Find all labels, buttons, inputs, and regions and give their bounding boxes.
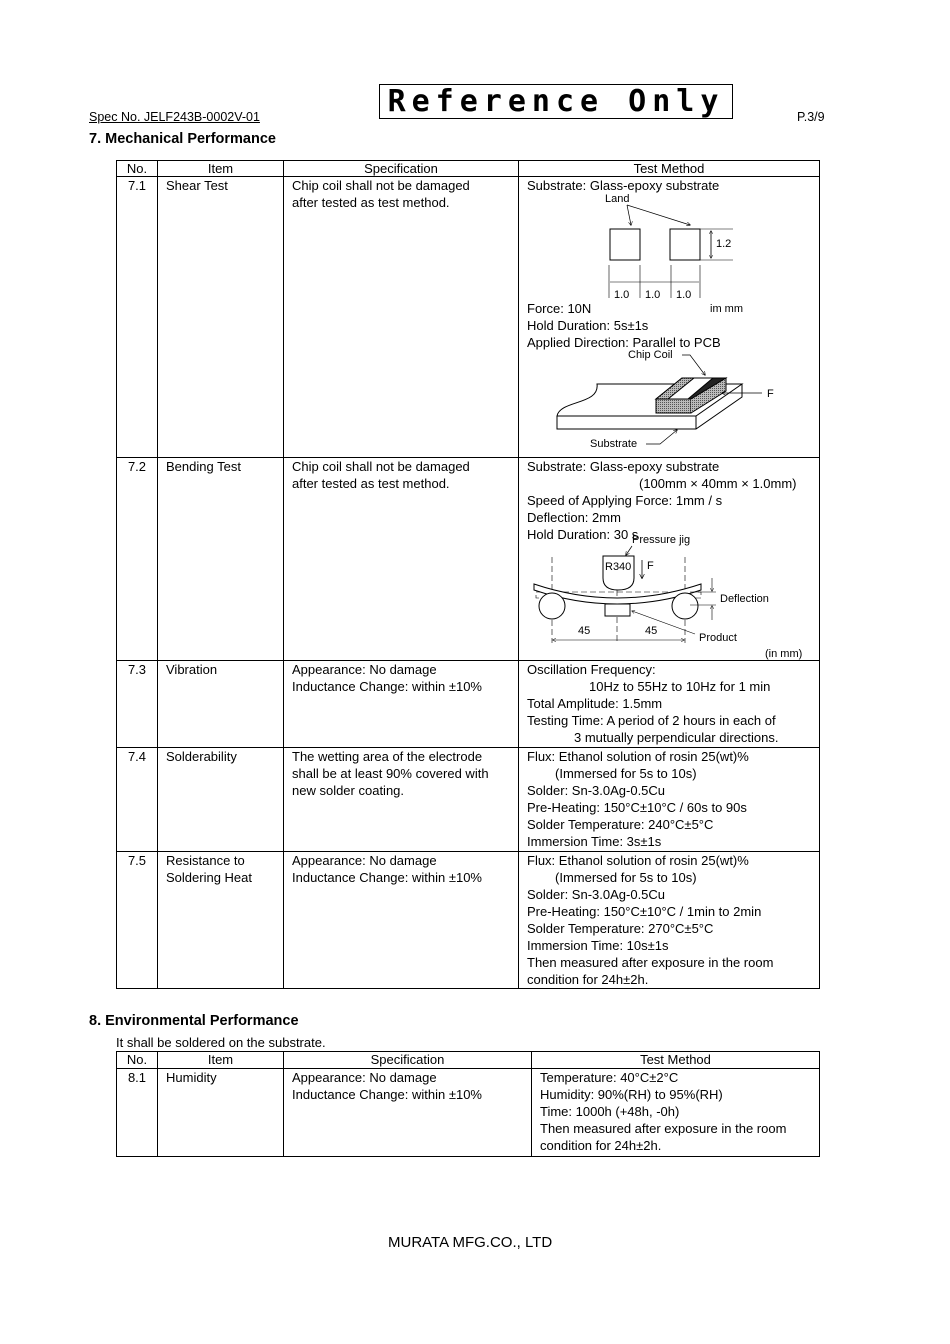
method-line: Pre-Heating: 150°C±10°C / 60s to 90s (527, 800, 747, 815)
method-line: Testing Time: A period of 2 hours in each of (527, 713, 776, 728)
method-line: condition for 24h±2h. (540, 1138, 662, 1153)
spec-line: after tested as test method. (292, 476, 450, 491)
span-label: 45 (645, 625, 658, 637)
span-label: 45 (578, 625, 591, 637)
spec-line: Chip coil shall not be damaged (292, 459, 470, 474)
method-line: Total Amplitude: 1.5mm (527, 696, 663, 711)
dim-height: 1.2 (716, 238, 732, 250)
method-line: Time: 1000h (+48h, -0h) (540, 1104, 680, 1119)
method-line: Solder: Sn-3.0Ag-0.5Cu (527, 783, 666, 798)
method-line: Solder: Sn-3.0Ag-0.5Cu (527, 887, 666, 902)
method-line: Hold Duration: 30 s (527, 527, 639, 542)
spec-line: Inductance Change: within ±10% (292, 679, 482, 694)
row-no: 7.4 (117, 748, 158, 852)
row-item: Solderability (166, 749, 237, 764)
dim-width: 1.0 (676, 289, 692, 301)
land-pad (610, 229, 640, 260)
spec-line: Appearance: No damage (292, 1070, 437, 1085)
row-no: 8.1 (117, 1069, 158, 1157)
method-line: Applied Direction: Parallel to PCB (527, 335, 721, 350)
row-no: 7.2 (117, 458, 158, 661)
force-label: F (767, 388, 774, 400)
col-no: No. (117, 1052, 158, 1069)
substrate-label: Substrate (590, 438, 638, 450)
spec-line: Chip coil shall not be damaged (292, 178, 470, 193)
pressure-jig-label: Pressure jig (632, 534, 691, 546)
spec-line: Inductance Change: within ±10% (292, 870, 482, 885)
spec-line: new solder coating. (292, 783, 405, 798)
section-8-note: It shall be soldered on the substrate. (116, 1035, 326, 1050)
force-label: F (647, 560, 654, 572)
method-line: Flux: Ethanol solution of rosin 25(wt)% (527, 853, 749, 868)
environmental-performance-table (116, 1051, 820, 1157)
method-line: Substrate: Glass-epoxy substrate (527, 178, 720, 193)
product-label: Product (699, 632, 737, 644)
method-line: Then measured after exposure in the room (540, 1121, 787, 1136)
method-line: Solder Temperature: 240°C±5°C (527, 817, 714, 832)
row-item: Bending Test (166, 459, 241, 474)
method-line: Oscillation Frequency: (527, 662, 656, 677)
support-roller (539, 593, 565, 619)
spec-number: Spec No. JELF243B-0002V-01 (89, 110, 260, 124)
land-pad (670, 229, 700, 260)
land-pattern-diagram (605, 193, 743, 315)
table-row (117, 1069, 820, 1157)
spec-line: Inductance Change: within ±10% (292, 1087, 482, 1102)
section-8-title: 8. Environmental Performance (89, 1013, 299, 1029)
method-line: Flux: Ethanol solution of rosin 25(wt)% (527, 749, 749, 764)
unit-label: im mm (710, 303, 743, 315)
method-line: Immersion Time: 10s±1s (527, 938, 669, 953)
row-item: Humidity (166, 1070, 217, 1085)
col-spec: Specification (284, 161, 519, 177)
section-7-title: 7. Mechanical Performance (89, 131, 276, 147)
row-no: 7.1 (117, 177, 158, 458)
spec-line: Appearance: No damage (292, 853, 437, 868)
product (605, 604, 630, 616)
method-line: (Immersed for 5s to 10s) (555, 870, 697, 885)
method-line: Substrate: Glass-epoxy substrate (527, 459, 720, 474)
dim-width: 1.0 (645, 289, 661, 301)
method-line: Deflection: 2mm (527, 510, 621, 525)
method-line: Humidity: 90%(RH) to 95%(RH) (540, 1087, 723, 1102)
row-item: Vibration (166, 662, 218, 677)
method-line: condition for 24h±2h. (527, 972, 649, 987)
col-item: Item (158, 1052, 284, 1069)
shear-setup-diagram (557, 349, 774, 450)
land-label: Land (605, 193, 630, 205)
method-line: 3 mutually perpendicular directions. (574, 730, 779, 745)
unit-label: (in mm) (765, 648, 803, 660)
method-line: Solder Temperature: 270°C±5°C (527, 921, 714, 936)
company-footer: MURATA MFG.CO., LTD (388, 1234, 553, 1251)
method-line: (Immersed for 5s to 10s) (555, 766, 697, 781)
col-spec: Specification (284, 1052, 532, 1069)
method-line: Immersion Time: 3s±1s (527, 834, 662, 849)
method-line: Hold Duration: 5s±1s (527, 318, 649, 333)
page-number: P.3/9 (797, 110, 825, 124)
method-line: Speed of Applying Force: 1mm / s (527, 493, 723, 508)
spec-line: The wetting area of the electrode (292, 749, 483, 764)
method-line: Force: 10N (527, 301, 592, 316)
row-item: Shear Test (166, 178, 228, 193)
spec-line: after tested as test method. (292, 195, 450, 210)
support-roller (672, 593, 698, 619)
col-method: Test Method (532, 1052, 820, 1069)
row-item: Resistance to (166, 853, 245, 868)
method-line: (100mm × 40mm × 1.0mm) (639, 476, 797, 491)
method-line: 10Hz to 55Hz to 10Hz for 1 min (589, 679, 771, 694)
table-header-row (117, 1052, 820, 1069)
reference-only-stamp: Reference Only (379, 84, 733, 119)
col-no: No. (117, 161, 158, 177)
method-line: Then measured after exposure in the room (527, 955, 774, 970)
row-no: 7.3 (117, 661, 158, 748)
radius-label: R340 (605, 561, 632, 573)
spec-line: Appearance: No damage (292, 662, 437, 677)
dim-width: 1.0 (614, 289, 630, 301)
row-item: Soldering Heat (166, 870, 252, 885)
spec-line: shall be at least 90% covered with (292, 766, 489, 781)
method-line: Temperature: 40°C±2°C (540, 1070, 679, 1085)
col-item: Item (158, 161, 284, 177)
method-line: Pre-Heating: 150°C±10°C / 1min to 2min (527, 904, 762, 919)
bending-test-diagram (534, 534, 802, 660)
row-no: 7.5 (117, 852, 158, 989)
chip-coil-label: Chip Coil (628, 349, 673, 361)
deflection-label: Deflection (720, 593, 769, 605)
col-method: Test Method (519, 161, 820, 177)
